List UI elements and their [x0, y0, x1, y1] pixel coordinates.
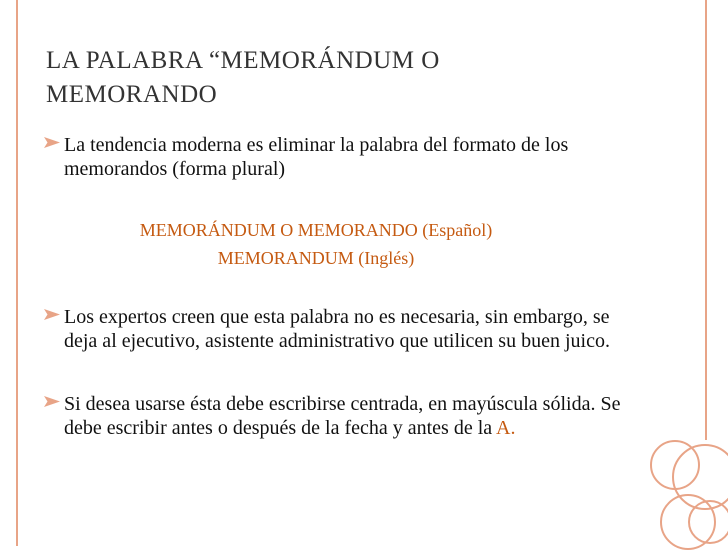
- highlight-line-1: MEMORÁNDUM O MEMORANDO (Español): [139, 220, 493, 240]
- frame-right-line: [705, 0, 707, 440]
- bullet-item-2: [44, 305, 644, 353]
- bullet-text-3-main: Si desea usarse ésta debe escribirse centrada, en mayúscula sólida. Se debe escribir antes o después de la fecha y antes de la: [64, 393, 621, 439]
- arrow-bullet-icon: [44, 396, 60, 407]
- bullet-text-1: La tendencia moderna es eliminar la palabra del formato de los memorandos (forma plural): [64, 134, 569, 180]
- bullet-text-3: [64, 392, 644, 440]
- highlight-line-2: MEMORANDUM (Inglés): [217, 248, 415, 268]
- arrow-bullet-icon: [44, 309, 60, 320]
- title-line-1: LA PALABRA “MEMORÁNDUM O: [46, 47, 440, 74]
- slide-title: [46, 44, 666, 112]
- bullet-item-1: [44, 133, 644, 181]
- bullet-item-3: [44, 392, 644, 440]
- decoration-circle: [688, 500, 728, 544]
- bullet-text-2: Los expertos creen que esta palabra no es necesaria, sin embargo, se deja al ejecutivo, asistente administrativo que utilicen su buen juico.: [64, 306, 610, 352]
- arrow-bullet-icon: [44, 137, 60, 148]
- frame-left-line: [16, 0, 18, 546]
- title-line-2: MEMORANDO: [46, 81, 218, 108]
- bullet-text-3-accent: A.: [496, 417, 516, 439]
